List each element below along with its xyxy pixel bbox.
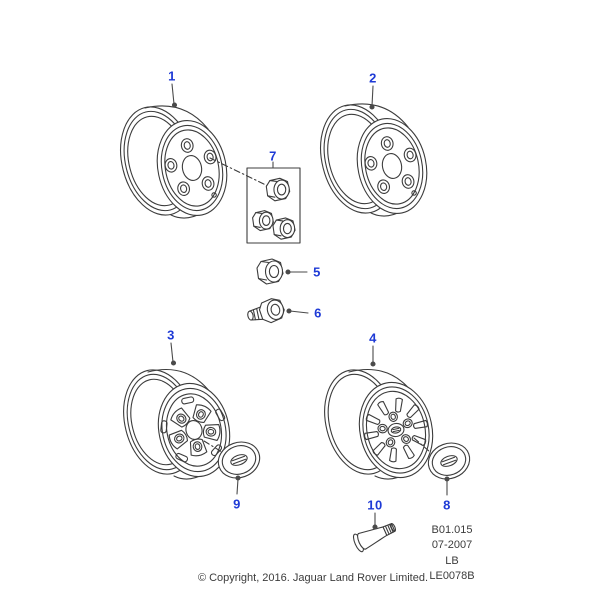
callout-4-label: 4 — [369, 330, 377, 346]
steel-wheel-2-drawing — [310, 97, 435, 221]
callout-10[interactable] — [367, 499, 382, 512]
callout-6[interactable] — [314, 307, 322, 320]
callout-9[interactable] — [233, 498, 241, 511]
callout-1[interactable] — [168, 70, 176, 83]
wheel-nut-5-drawing — [257, 259, 283, 284]
callout-4[interactable] — [369, 332, 377, 345]
drawing-sheet-ref: LE0078B — [429, 569, 475, 582]
callout-7[interactable] — [269, 150, 277, 163]
callout-8-leader — [445, 477, 449, 495]
callout-2-label: 2 — [369, 70, 377, 86]
callout-5[interactable] — [313, 266, 321, 279]
callout-1-leader — [172, 84, 177, 107]
callout-6-label: 6 — [314, 305, 322, 321]
callout-8-label: 8 — [443, 497, 451, 513]
copyright-notice: © Copyright, 2016. Jaguar Land Rover Limited. — [197, 572, 429, 584]
callout-8[interactable] — [443, 499, 451, 512]
steel-wheel-1-drawing — [110, 99, 235, 223]
callout-4-leader — [371, 346, 375, 366]
callout-1-label: 1 — [168, 68, 176, 84]
callout-2[interactable] — [369, 72, 377, 85]
callout-7-label: 7 — [269, 148, 277, 164]
callout-3[interactable] — [167, 329, 175, 342]
callout-3-leader — [171, 343, 176, 365]
callout-5-leader — [286, 270, 307, 274]
callout-9-leader — [236, 476, 240, 494]
wheel-nut-6-drawing — [245, 297, 286, 328]
drawing-date: 07-2007 — [431, 539, 473, 552]
drawing-code: LB — [445, 554, 459, 567]
callout-10-label: 10 — [367, 497, 383, 513]
callout-9-label: 9 — [233, 496, 241, 512]
callout-10-leader — [373, 513, 377, 529]
callout-2-leader — [370, 86, 374, 109]
callout-3-label: 3 — [167, 327, 175, 343]
drawing-number: B01.015 — [431, 524, 473, 536]
callout-6-leader — [287, 309, 308, 313]
callout-5-label: 5 — [313, 264, 321, 280]
alloy-wheel-4-drawing — [314, 362, 441, 484]
